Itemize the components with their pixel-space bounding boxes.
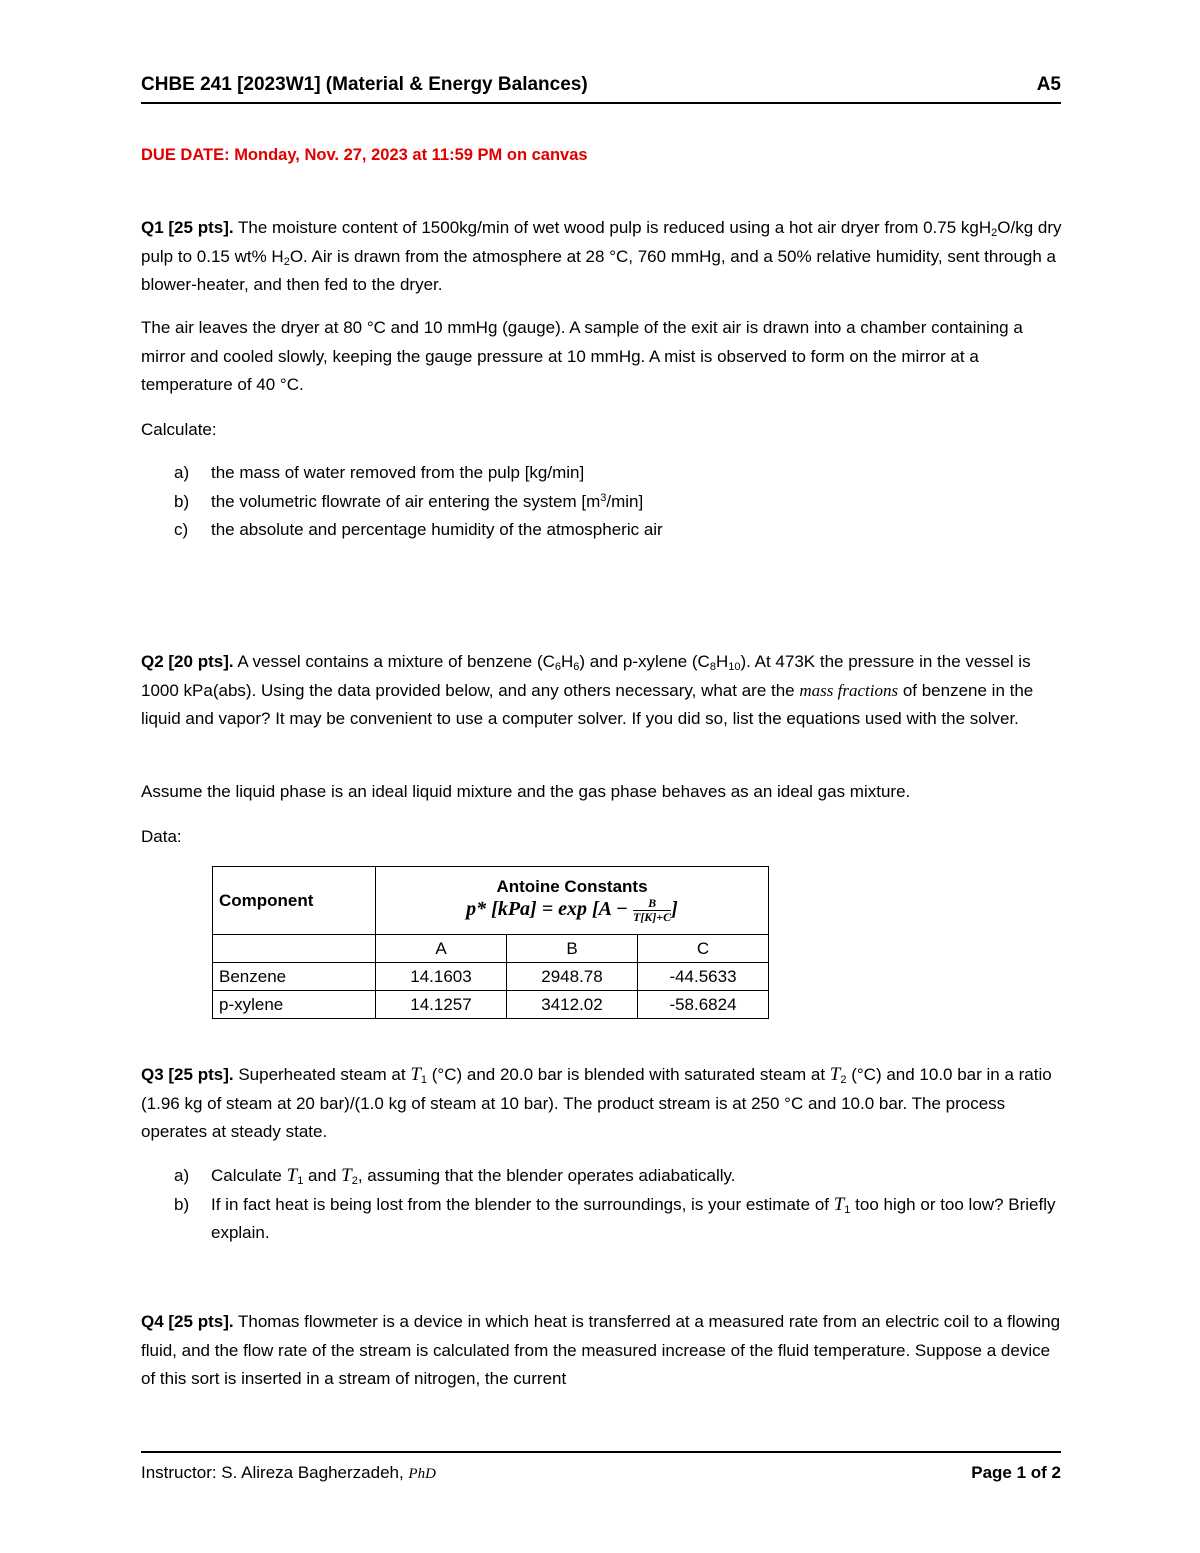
q3-paragraph: Q3 [25 pts]. Superheated steam at $T_1$ (°C) and 20.0 bar is blended with saturated steam at $T_2$ (°C) and 10.0 bar in a ratio (1.96 kg of steam at 20 bar)/(1.0 kg of steam at 10 bar). The product stream is at 250 °C and 10.0 bar. The process operates at steady state. bbox=[141, 1064, 1052, 1142]
page-footer bbox=[141, 1451, 1061, 1483]
q3-list bbox=[141, 1162, 1066, 1248]
column-header: C bbox=[638, 935, 769, 963]
table-row: p-xylene 14.1257 3412.02 -58.6824 bbox=[213, 991, 769, 1019]
page-header bbox=[141, 74, 1061, 104]
q1-paragraph-2: The air leaves the dryer at 80 °C and 10 mmHg (gauge). A sample of the exit air is drawn into a chamber containing a mirror and cooled slowly, keeping the gauge pressure at 10 mmHg. A mist is observed to form on the mirror at a temperature of 40 °C. bbox=[141, 318, 1023, 395]
q2-data-label: Data: bbox=[141, 827, 182, 846]
table-row: Benzene 14.1603 2948.78 -44.5633 bbox=[213, 963, 769, 991]
q1-label: Q1 [25 pts]. bbox=[141, 218, 234, 237]
page-number: Page 1 of 2 bbox=[971, 1463, 1061, 1482]
q1-list bbox=[141, 459, 1066, 545]
column-header: A bbox=[376, 935, 507, 963]
list-item: a) the mass of water removed from the pulp [kg/min] bbox=[174, 463, 585, 482]
assignment-number: A5 bbox=[1036, 74, 1061, 95]
antoine-header-cell: Antoine Constants p* [kPa] = exp [A − $\frac{B}{T[K]+C}$ ] bbox=[376, 867, 769, 935]
q2-paragraph-1: Q2 [20 pts]. A vessel contains a mixture of benzene $(C_6H_6)$ and p-xylene $(C_8H_{10})$. At 473K the pressure in the vessel is 1000 kPa(abs). Using the data provided below, and any others necessary, what are the mass fractions of benzene in the liquid and vapor? It may be convenient to use a computer solver. If you did so, list the equations used with the solver. bbox=[141, 652, 1034, 729]
q4-label: Q4 [25 pts]. bbox=[141, 1312, 234, 1331]
q2-label: Q2 [20 pts]. bbox=[141, 652, 234, 671]
antoine-equation: p* [kPa] = exp [A − $\frac{B}{T[K]+C}$ ] bbox=[466, 896, 678, 924]
list-item: b) the volumetric flowrate of air entering the system $[m^3/\min]$ bbox=[174, 491, 644, 511]
q2-paragraph-2: Assume the liquid phase is an ideal liquid mixture and the gas phase behaves as an ideal gas mixture. bbox=[141, 782, 911, 801]
list-item: c) the absolute and percentage humidity of the atmospheric air bbox=[174, 520, 663, 540]
q3-label: Q3 [25 pts]. bbox=[141, 1065, 234, 1084]
list-item: b) If in fact heat is being lost from the blender to the surroundings, is your estimate of $T_1$ too high or too low? Briefly explain. bbox=[174, 1193, 1056, 1243]
instructor-name: Instructor: S. Alireza Bagherzadeh, PhD bbox=[141, 1463, 436, 1482]
due-date: DUE DATE: Monday, Nov. 27, 2023 at 11:59 PM on canvas bbox=[141, 146, 588, 164]
list-item: a) Calculate $T_1$ and $T_2$, assuming that the blender operates adiabatically. bbox=[174, 1165, 736, 1187]
q1-calculate: Calculate: bbox=[141, 420, 217, 439]
q1-paragraph-1: Q1 [25 pts]. The moisture content of 1500kg/min of wet wood pulp is reduced using a hot air dryer from 0.75 kgH$_2$O/kg dry pulp to 0.15 wt% $H_2O$. Air is drawn from the atmosphere at 28 °C, 760 mmHg, and a 50% relative humidity, sent through a blower-heater, and then fed to the dryer. bbox=[141, 218, 1062, 295]
antoine-table bbox=[212, 866, 769, 1019]
course-title: CHBE 241 [2023W1] (Material & Energy Balances) bbox=[141, 74, 588, 95]
column-header: B bbox=[507, 935, 638, 963]
component-header: Component bbox=[213, 867, 376, 935]
q4-paragraph: Q4 [25 pts]. Thomas flowmeter is a device in which heat is transferred at a measured rate from an electric coil to a flowing fluid, and the flow rate of the stream is calculated from the measured increase of the fluid temperature. Suppose a device of this sort is inserted in a stream of nitrogen, the current bbox=[141, 1312, 1061, 1389]
